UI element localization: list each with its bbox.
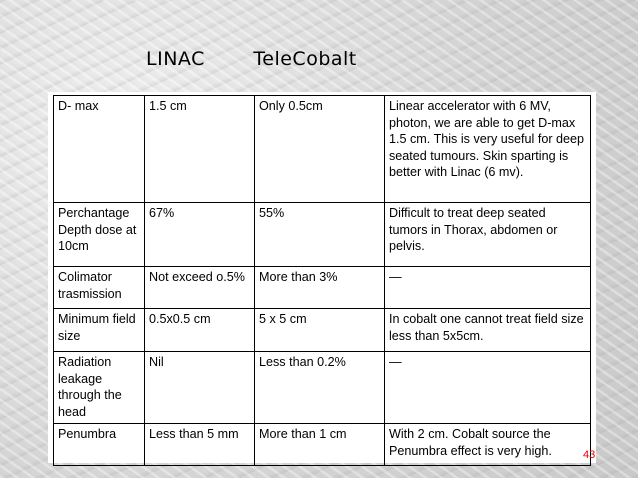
linac-cell: Less than 5 mm [145, 424, 255, 466]
table-row [54, 424, 591, 466]
remark-cell: Difficult to treat deep seated tumors in Thorax, abdomen or pelvis. [385, 203, 591, 267]
heading-linac: LINAC [146, 48, 205, 70]
param-cell: Radiation leakage through the head [54, 352, 145, 424]
linac-cell: 67% [145, 203, 255, 267]
cobalt-cell: More than 3% [255, 267, 385, 309]
comparison-table-panel [48, 92, 596, 463]
linac-cell: Nil [145, 352, 255, 424]
table-row [54, 267, 591, 309]
cobalt-cell: 5 x 5 cm [255, 309, 385, 352]
table-row [54, 96, 591, 203]
cobalt-cell: Less than 0.2% [255, 352, 385, 424]
slide-number: 43 [583, 449, 596, 461]
param-cell: Minimum field size [54, 309, 145, 352]
remark-cell: In cobalt one cannot treat field size less than 5x5cm. [385, 309, 591, 352]
linac-cell: 0.5x0.5 cm [145, 309, 255, 352]
heading-telecobalt: TeleCobalt [253, 48, 357, 70]
linac-cell: 1.5 cm [145, 96, 255, 203]
remark-cell: Linear accelerator with 6 MV, photon, we are able to get D-max 1.5 cm. This is very useful for deep seated tumours. Skin sparting is better with Linac (6 mv). [385, 96, 591, 203]
linac-cell: Not exceed o.5% [145, 267, 255, 309]
comparison-table [53, 95, 591, 466]
remark-cell: — [385, 352, 591, 424]
column-headings [146, 48, 357, 70]
param-cell: D- max [54, 96, 145, 203]
remark-cell: With 2 cm. Cobalt source the Penumbra effect is very high. [385, 424, 591, 466]
param-cell: Penumbra [54, 424, 145, 466]
cobalt-cell: More than 1 cm [255, 424, 385, 466]
remark-cell: — [385, 267, 591, 309]
table-row [54, 309, 591, 352]
param-cell: Perchantage Depth dose at 10cm [54, 203, 145, 267]
cobalt-cell: 55% [255, 203, 385, 267]
param-cell: Colimator trasmission [54, 267, 145, 309]
table-row [54, 352, 591, 424]
cobalt-cell: Only 0.5cm [255, 96, 385, 203]
table-row [54, 203, 591, 267]
